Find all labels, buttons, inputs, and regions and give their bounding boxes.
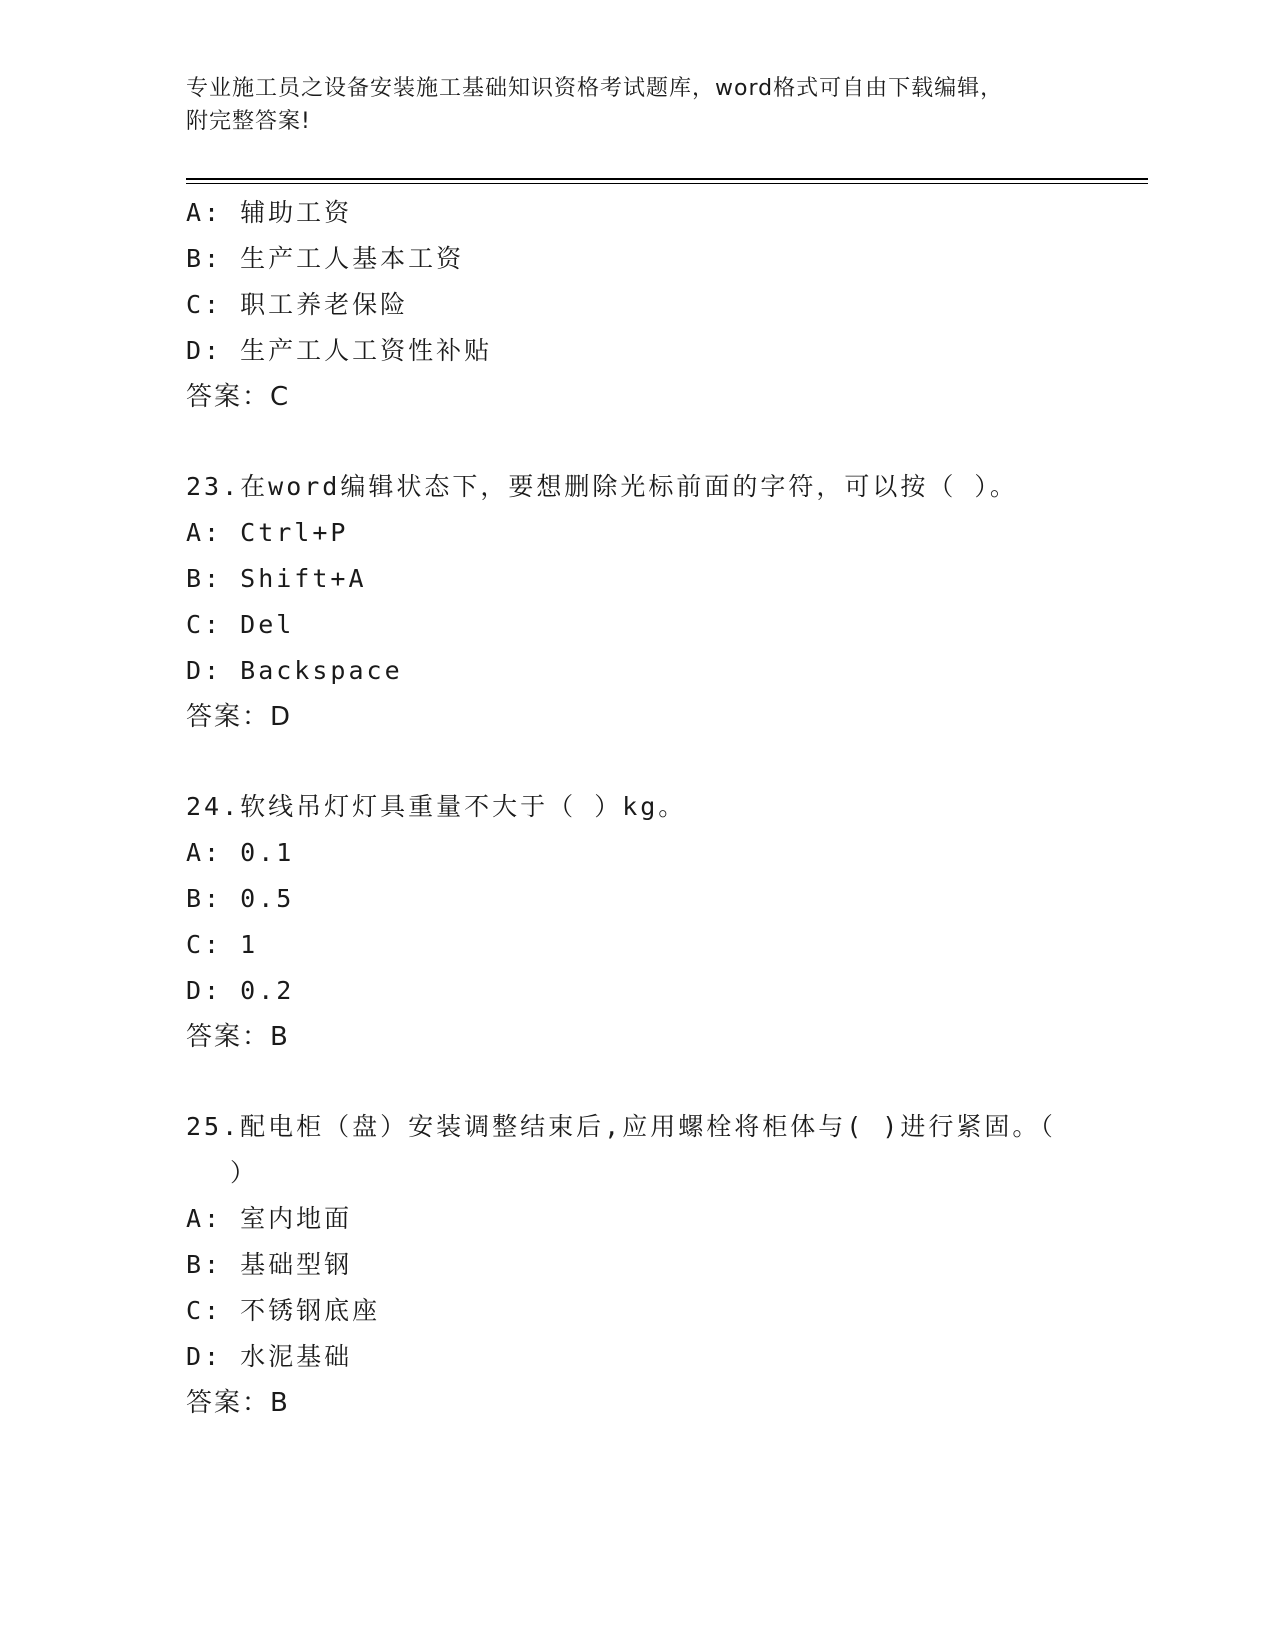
option-d: D: 生产工人工资性补贴: [186, 336, 493, 365]
question-block-25: [186, 1104, 1086, 1426]
answer: 答案：D: [186, 702, 293, 732]
question-text: 23.在word编辑状态下，要想删除光标前面的字符，可以按（ ）。: [186, 472, 1018, 501]
option-d: D: 水泥基础: [186, 1342, 353, 1371]
answer: 答案：C: [186, 382, 291, 412]
option-d: D: Backspace: [186, 656, 403, 685]
answer: 答案：B: [186, 1022, 290, 1052]
option-b: B: 0.5: [186, 884, 295, 913]
option-a: A: 辅助工资: [186, 198, 353, 227]
option-a: A: 0.1: [186, 838, 295, 867]
header-rule-thin: [186, 183, 1148, 184]
option-a: A: 室内地面: [186, 1204, 353, 1233]
question-text: 24.软线吊灯灯具重量不大于（ ）kg。: [186, 792, 687, 821]
option-b: B: Shift+A: [186, 564, 367, 593]
option-a: A: Ctrl+P: [186, 518, 349, 547]
option-c: C: Del: [186, 610, 295, 639]
question-list: [186, 190, 1086, 1426]
answer: 答案：B: [186, 1388, 290, 1418]
option-b: B: 基础型钢: [186, 1250, 353, 1279]
question-text-line-1: 25.配电柜（盘）安装调整结束后,应用螺栓将柜体与( )进行紧固。（: [186, 1112, 1056, 1141]
document-header: [186, 72, 1066, 138]
question-block-22: [186, 190, 1086, 420]
option-c: C: 1: [186, 930, 259, 959]
header-line-2: 附完整答案!: [186, 109, 311, 134]
header-line-1: 专业施工员之设备安装施工基础知识资格考试题库，word格式可自由下载编辑，: [186, 76, 1004, 101]
question-block-23: [186, 464, 1086, 740]
option-b: B: 生产工人基本工资: [186, 244, 465, 273]
header-rule-thick: [186, 178, 1148, 180]
option-d: D: 0.2: [186, 976, 295, 1005]
option-c: C: 职工养老保险: [186, 290, 409, 319]
question-text: [186, 1104, 1086, 1196]
option-c: C: 不锈钢底座: [186, 1296, 381, 1325]
question-text-line-2: ）: [230, 1158, 259, 1187]
question-block-24: [186, 784, 1086, 1060]
